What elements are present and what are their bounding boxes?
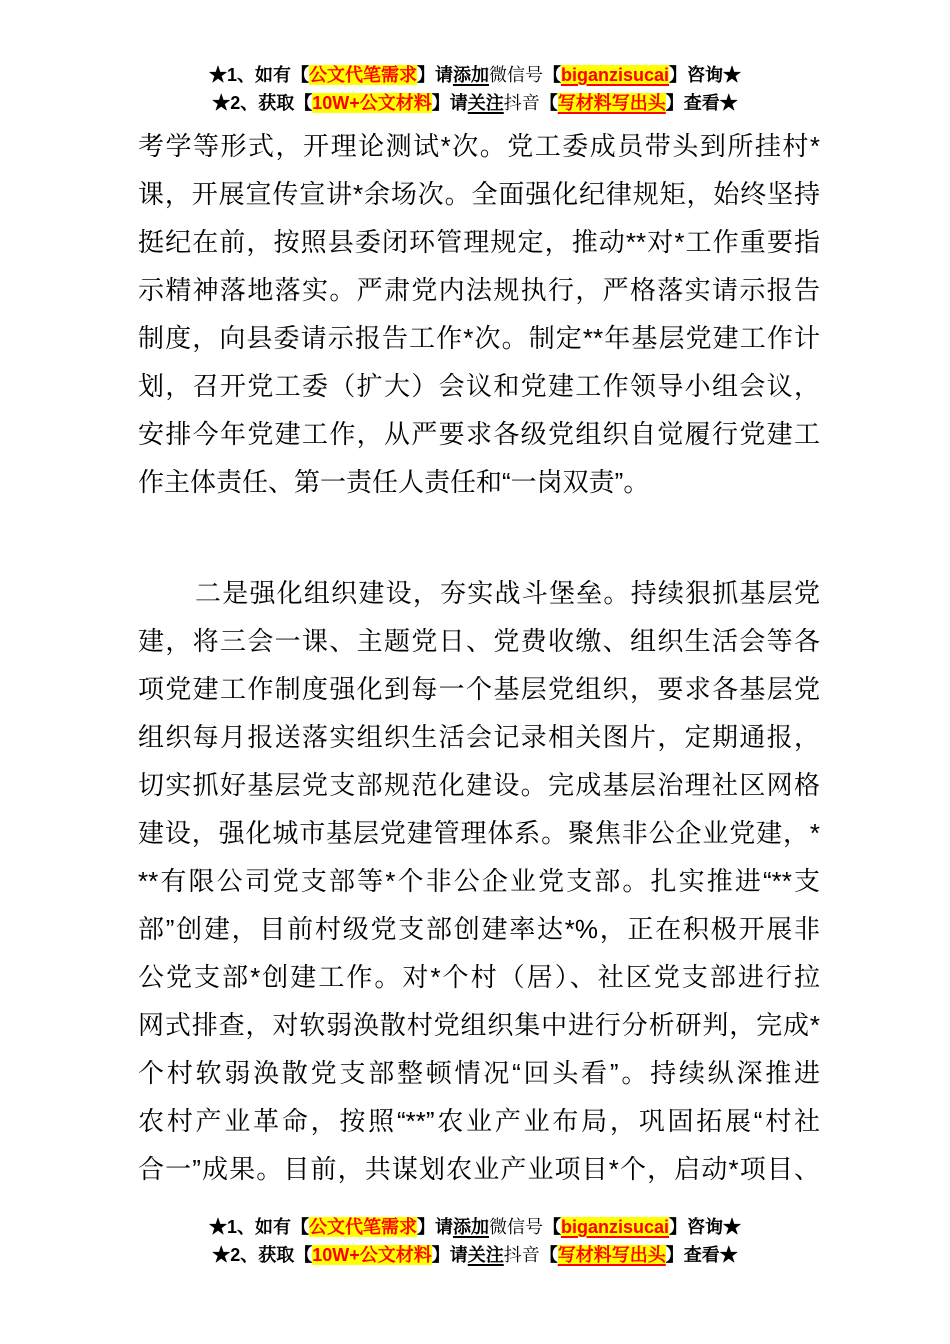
- body-line: 考学等形式，开理论测试*次。党工委成员带头到所挂村*: [138, 131, 820, 161]
- promo-text: 】查看★: [665, 1245, 738, 1265]
- promo-wechat-label: 微信号: [488, 65, 543, 85]
- footer-promo-line-2: [0, 1241, 950, 1269]
- header-promo-line-2: [0, 89, 950, 117]
- promo-highlight-materials: 10W+公文材料: [312, 93, 432, 113]
- promo-highlight-materials: 10W+公文材料: [312, 1245, 432, 1265]
- header-promo-line-1: [0, 61, 950, 89]
- promo-douyin-id: 写材料写出头: [557, 93, 666, 113]
- promo-text: ★2、获取【: [212, 1245, 313, 1265]
- promo-douyin-label: 抖音: [503, 93, 540, 113]
- promo-add-underlined: 添加: [452, 65, 489, 85]
- body-line: 项党建工作制度强化到每一个基层党组织，要求各基层党: [138, 674, 820, 704]
- promo-highlight-service: 公文代笔需求: [308, 65, 417, 85]
- promo-text: 】请: [416, 1217, 453, 1237]
- body-line: 划，召开党工委（扩大）会议和党建工作领导小组会议，: [138, 371, 820, 401]
- footer-promo-banner: [0, 1213, 950, 1269]
- body-line: 建设，强化城市基层党建管理体系。聚焦非公企业党建，*: [138, 818, 820, 848]
- promo-text: 】请: [431, 93, 468, 113]
- body-line: 制度，向县委请示报告工作*次。制定**年基层党建工作计: [138, 323, 820, 353]
- promo-wechat-id: biganzisucai: [560, 65, 670, 85]
- body-line: 部”创建，目前村级党支部创建率达*%，正在积极开展非: [138, 914, 820, 944]
- document-body: [138, 122, 820, 1193]
- promo-text: ★1、如有【: [208, 1217, 309, 1237]
- body-line: 建，将三会一课、主题党日、党费收缴、组织生活会等各: [138, 626, 820, 656]
- body-line: 公党支部*创建工作。对*个村（居）、社区党支部进行拉: [138, 962, 820, 992]
- body-line: 切实抓好基层党支部规范化建设。完成基层治理社区网格: [138, 770, 820, 800]
- body-line: 合一”成果。目前，共谋划农业产业项目*个，启动*项目、: [138, 1154, 820, 1184]
- body-line: 作主体责任、第一责任人责任和“一岗双责”。: [138, 467, 650, 497]
- promo-douyin-id: 写材料写出头: [557, 1245, 666, 1265]
- promo-text: ★1、如有【: [208, 65, 309, 85]
- body-line: 示精神落地落实。严肃党内法规执行，严格落实请示报告: [138, 275, 820, 305]
- promo-add-underlined: 添加: [452, 1217, 489, 1237]
- paragraph-2: [138, 569, 820, 1193]
- promo-follow-underlined: 关注: [467, 93, 504, 113]
- promo-bracket: 【: [542, 1217, 561, 1237]
- body-line: 个村软弱涣散党支部整顿情况“回头看”。持续纵深推进: [138, 1058, 820, 1088]
- paragraph-1: [138, 122, 820, 506]
- body-line: 挺纪在前，按照县委闭环管理规定，推动**对*工作重要指: [138, 227, 820, 257]
- body-line: **有限公司党支部等*个非公企业党支部。扎实推进“**支: [138, 866, 820, 896]
- promo-text: 】咨询★: [669, 1217, 742, 1237]
- header-promo-banner: [0, 61, 950, 117]
- promo-text: 】查看★: [665, 93, 738, 113]
- promo-follow-underlined: 关注: [467, 1245, 504, 1265]
- body-line: 课，开展宣传宣讲*余场次。全面强化纪律规矩，始终坚持: [138, 179, 820, 209]
- body-line: 网式排查，对软弱涣散村党组织集中进行分析研判，完成*: [138, 1010, 820, 1040]
- promo-text: 】请: [431, 1245, 468, 1265]
- promo-wechat-id: biganzisucai: [560, 1217, 670, 1237]
- body-line: 二是强化组织建设，夯实战斗堡垒。持续狠抓基层党: [195, 578, 820, 608]
- body-line: 安排今年党建工作，从严要求各级党组织自觉履行党建工: [138, 419, 820, 449]
- promo-wechat-label: 微信号: [488, 1217, 543, 1237]
- promo-douyin-label: 抖音: [503, 1245, 540, 1265]
- promo-text: ★2、获取【: [212, 93, 313, 113]
- promo-bracket: 【: [539, 1245, 558, 1265]
- body-line: 农村产业革命，按照“**”农业产业布局，巩固拓展“村社: [138, 1106, 820, 1136]
- promo-bracket: 【: [539, 93, 558, 113]
- promo-text: 】咨询★: [669, 65, 742, 85]
- promo-bracket: 【: [542, 65, 561, 85]
- footer-promo-line-1: [0, 1213, 950, 1241]
- body-line: 组织每月报送落实组织生活会记录相关图片，定期通报，: [138, 722, 820, 752]
- promo-text: 】请: [416, 65, 453, 85]
- promo-highlight-service: 公文代笔需求: [308, 1217, 417, 1237]
